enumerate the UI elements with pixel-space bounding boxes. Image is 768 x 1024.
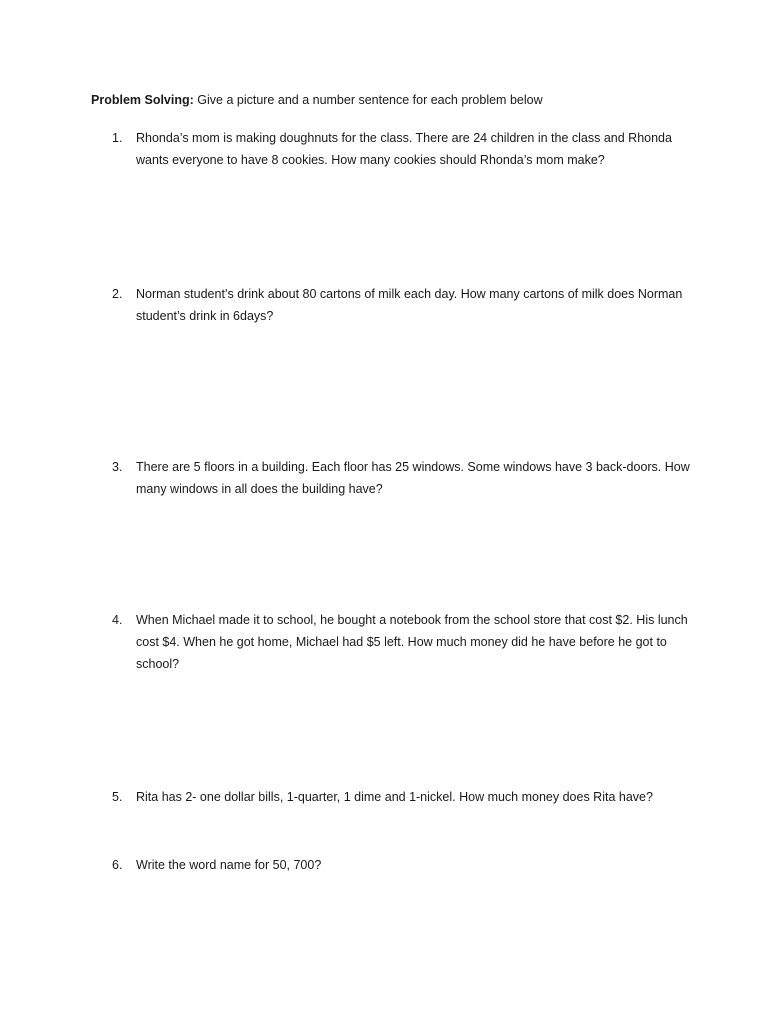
problem-2 [112,283,692,327]
problem-text: Norman student’s drink about 80 cartons of milk each day. How many cartons of milk does Norman student’s drink in 6days? [136,287,683,323]
problem-number: 1. [112,131,123,145]
problem-text: Write the word name for 50, 700? [136,858,322,872]
problem-number: 5. [112,790,123,804]
problem-number: 4. [112,613,123,627]
problem-3 [112,456,692,500]
heading-instructions: Give a picture and a number sentence for each problem below [193,93,543,107]
problem-text: Rhonda’s mom is making doughnuts for the class. There are 24 children in the class and Rhonda wants everyone to have 8 cookies. How many cookies should Rhonda’s mom make? [136,131,672,167]
problem-1 [112,127,692,171]
worksheet-heading [91,89,711,111]
problem-4 [112,609,692,675]
problem-text: When Michael made it to school, he bought a notebook from the school store that cost $2. His lunch cost $4. When he got home, Michael had $5 left. How much money did he have before he got to school? [136,613,688,671]
problem-5 [112,786,692,808]
problem-text: There are 5 floors in a building. Each floor has 25 windows. Some windows have 3 back-doors. How many windows in all does the building have? [136,460,690,496]
problem-number: 3. [112,460,123,474]
problem-number: 6. [112,858,123,872]
problem-6 [112,854,692,876]
problem-number: 2. [112,287,123,301]
problem-text: Rita has 2- one dollar bills, 1-quarter, 1 dime and 1-nickel. How much money does Rita have? [136,790,653,804]
heading-label: Problem Solving: [91,93,194,107]
